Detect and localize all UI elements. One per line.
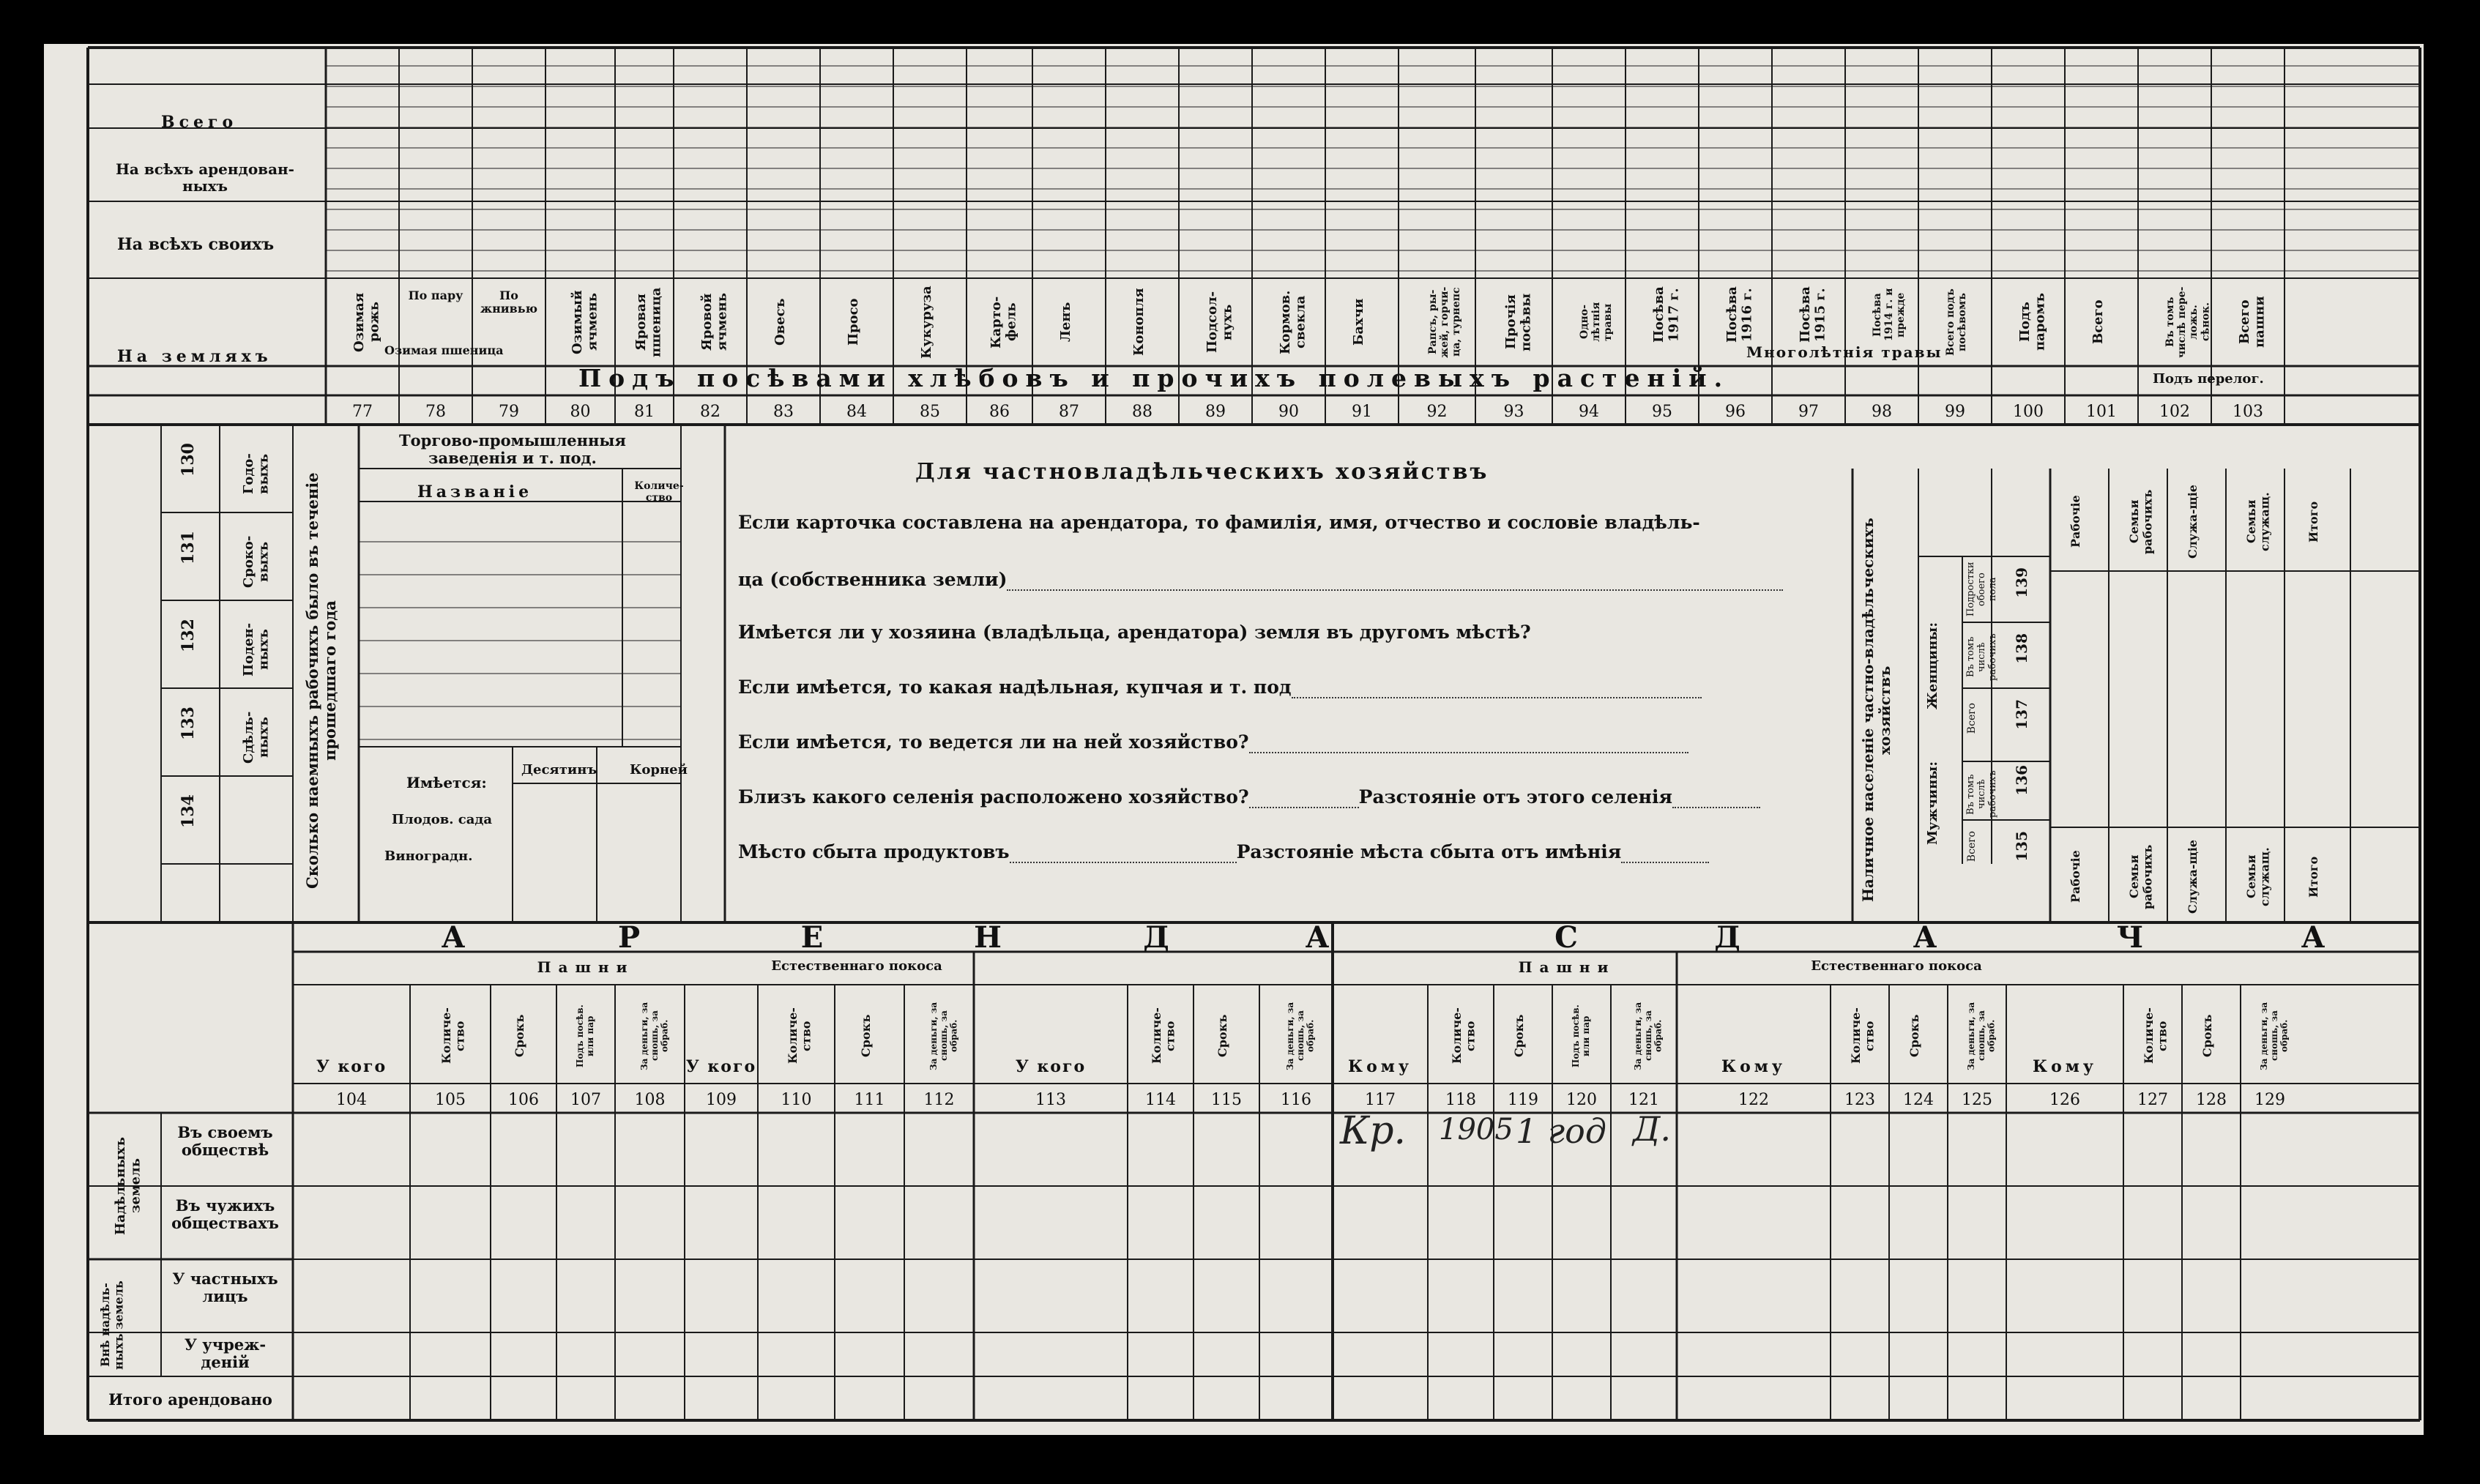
right-col-top-3: Семьи служащ.: [2244, 492, 2272, 551]
population-title: Наличное населеніе частно-владѣльческихъ хозяйствъ: [1859, 518, 1893, 903]
col-number-84: 84: [846, 403, 867, 421]
form-line-market: Мѣсто сбыта продуктовъ Разстояніе мѣста сбыта отъ имѣнія: [738, 842, 1709, 863]
form-line-village: Близъ какого селенія расположено хозяйство? Разстояніе отъ этого селенія: [738, 787, 1760, 808]
col-number-91: 91: [1352, 403, 1372, 421]
worker-number-133: 133: [179, 706, 198, 740]
col-number-128: 128: [2196, 1091, 2227, 1109]
sub-header-120: Подъ посѣв. или пар: [1571, 1004, 1591, 1067]
sdacha-pashni: Пашни: [1518, 958, 1616, 976]
worker-number-134: 134: [179, 794, 198, 828]
worker-type-2: Поден-ныхъ: [241, 622, 272, 677]
col-header-77: Озимая рожь: [351, 292, 382, 352]
sub-header-112: За деньги, за сношь, за обраб.: [928, 1002, 959, 1070]
right-col-top-2: Служа-щіе: [2186, 485, 2200, 559]
form-line-other-land: Имѣется ли у хозяина (владѣльца, арендатора) земля въ другомъ мѣстѣ?: [738, 622, 1531, 643]
pop-number-139: 139: [2013, 567, 2030, 598]
col-number-95: 95: [1652, 403, 1672, 421]
col-number-83: 83: [773, 403, 794, 421]
sub-header-128: Срокъ: [2200, 1014, 2214, 1058]
col-number-107: 107: [570, 1091, 601, 1109]
col-number-115: 115: [1211, 1091, 1242, 1109]
sub-header-114: Количе-ство: [1150, 1007, 1177, 1064]
col-header-81: Яровая пшеница: [633, 287, 664, 357]
sub-header-129: За деньги, за сношь, за обраб.: [2259, 1002, 2290, 1070]
arenda-letter-2: Е: [800, 920, 825, 955]
arenda-letter-0: А: [441, 920, 467, 955]
sub-header-109: У кого: [685, 1057, 757, 1076]
col-number-117: 117: [1365, 1091, 1396, 1109]
arenda-pashni: Пашни: [537, 958, 635, 976]
col-header-82: Яровой ячмень: [699, 293, 730, 351]
worker-type-3: Сдѣль-ныхъ: [241, 711, 272, 764]
col-number-123: 123: [1844, 1091, 1875, 1109]
row-label-1: Въ чужихъ обществахъ: [171, 1196, 279, 1233]
col-number-82: 82: [700, 403, 720, 421]
col-header-88: Конопля: [1131, 288, 1147, 357]
row-label-3: У учреж-деній: [184, 1335, 267, 1372]
arenda-letter-3: Н: [974, 920, 1003, 955]
col-number-92: 92: [1426, 403, 1448, 421]
col-number-77: 77: [352, 403, 373, 421]
korney-header: Корней: [630, 762, 688, 778]
pop-women-label: Женщины:: [1925, 622, 1940, 709]
sub-header-124: Срокъ: [1907, 1014, 1921, 1058]
col-header-97: Посѣва 1915 г.: [1798, 286, 1828, 343]
sdacha-letter-3: Ч: [2116, 920, 2145, 955]
sdacha-letter-2: А: [1913, 920, 1939, 955]
sub-header-110: Количе-ство: [785, 1007, 813, 1064]
col-header-89: Подсол-нухъ: [1204, 291, 1235, 354]
col-number-94: 94: [1579, 403, 1599, 421]
col-number-79: 79: [499, 403, 519, 421]
form-title: Для частновладѣльческихъ хозяйствъ: [915, 459, 1489, 485]
col-number-106: 106: [508, 1091, 539, 1109]
sub-header-125: За деньги, за сношь, за обраб.: [1966, 1002, 1997, 1070]
pop-men-label: Мужчины:: [1925, 761, 1940, 846]
sub-header-106: Срокъ: [513, 1014, 526, 1058]
col-number-86: 86: [989, 403, 1010, 421]
census-form-sheet: [44, 44, 2424, 1435]
col-number-127: 127: [2137, 1091, 2168, 1109]
right-col-top-0: Рабочіе: [2068, 495, 2082, 548]
col-number-98: 98: [1872, 403, 1892, 421]
col-number-129: 129: [2254, 1091, 2285, 1109]
col-number-101: 101: [2086, 403, 2117, 421]
sub-header-119: Срокъ: [1512, 1014, 1526, 1058]
pop-vsego-men: Всего: [1966, 831, 1978, 862]
arenda-pokos: Естественнаго покоса: [771, 958, 942, 974]
group-ozimaya-pshenica: Озимая пшеница: [384, 343, 504, 357]
sub-header-107: Подъ посѣв. или пар: [575, 1004, 595, 1067]
col-header-87: Ленъ: [1058, 302, 1073, 343]
orchard-label: Плодов. сада: [392, 812, 493, 827]
col-number-81: 81: [634, 403, 655, 421]
col-number-121: 121: [1628, 1091, 1659, 1109]
pop-teens: Подростки обоего пола: [1965, 562, 1998, 617]
col-header-95: Посѣва 1917 г.: [1651, 286, 1682, 343]
sub-header-105: Количе-ство: [439, 1007, 467, 1064]
col-number-110: 110: [781, 1091, 812, 1109]
sub-header-121: За деньги, за сношь, за обраб.: [1633, 1002, 1664, 1070]
col-number-99: 99: [1945, 403, 1965, 421]
right-col-bottom-4: Итого: [2306, 856, 2320, 898]
sub-header-122: Кому: [1721, 1057, 1786, 1076]
col-header-100: Подъ паромъ: [2017, 293, 2048, 351]
row-label-arendovannyh: На всѣхъ арендован-ныхъ: [116, 160, 294, 195]
form-line-owner: Если карточка составлена на арендатора, то фамилія, имя, отчество и сословіе владѣль-: [738, 512, 1700, 533]
pop-number-135: 135: [2013, 831, 2030, 862]
handwritten-srok: 1 год: [1516, 1111, 1606, 1151]
col-header-86: Карто-фель: [988, 296, 1019, 348]
handwritten-komu: Кр.: [1340, 1109, 1407, 1153]
col-header-101: Всего: [2090, 299, 2106, 345]
row-label-4: Итого арендовано: [108, 1390, 272, 1409]
arenda-letter-1: Р: [617, 920, 642, 955]
vne-nadel-group-label: Внѣ надѣль-ныхъ земель: [98, 1280, 126, 1370]
group-pod-perelog: Подъ перелог.: [2153, 371, 2264, 387]
col-number-89: 89: [1205, 403, 1226, 421]
sdacha-letter-4: А: [2301, 920, 2327, 955]
worker-number-130: 130: [179, 443, 198, 477]
col-header-96: Посѣва 1916 г.: [1724, 286, 1755, 343]
right-col-bottom-0: Рабочіе: [2068, 850, 2082, 903]
col-number-120: 120: [1566, 1091, 1597, 1109]
col-number-118: 118: [1445, 1091, 1476, 1109]
right-col-top-4: Итого: [2306, 501, 2320, 542]
col-header-83: Овесъ: [772, 298, 788, 346]
col-number-88: 88: [1132, 403, 1153, 421]
col-header-94: Одно-лѣтнія травы: [1579, 302, 1615, 343]
worker-number-132: 132: [179, 619, 198, 652]
sdacha-letter-1: Д: [1714, 920, 1742, 955]
col-number-119: 119: [1508, 1091, 1538, 1109]
trade-title: Торгово-промышленныя заведенія и т. под.: [399, 431, 626, 468]
col-header-80: Озимый ячмень: [569, 290, 600, 354]
col-number-85: 85: [920, 403, 940, 421]
arenda-letter-4: Д: [1143, 920, 1171, 955]
right-col-bottom-1: Семьи рабочихъ: [2127, 844, 2155, 909]
banner-pod-posevami: Подъ посѣвами хлѣбовъ и прочихъ полевыхъ растеній.: [578, 364, 1730, 392]
sub-header-108: За деньги, за сношь, за обраб.: [638, 1002, 670, 1070]
col-number-109: 109: [706, 1091, 737, 1109]
hired-workers-question: Сколько наемныхъ рабочихъ было въ теченіе прошедшаго года: [303, 472, 340, 890]
trade-qty-header: Количе-ство: [634, 480, 684, 504]
sub-header-104: У кого: [316, 1057, 387, 1076]
col-number-111: 111: [854, 1091, 885, 1109]
handwritten-kolichestvo: 1905: [1439, 1113, 1513, 1146]
arenda-letter-5: А: [1305, 920, 1331, 955]
nadel-group-label: Надѣльныхъ земель: [113, 1137, 144, 1235]
col-header-102: Въ томъ числѣ пере-ложь. сѣнок.: [2164, 286, 2212, 358]
col-number-97: 97: [1798, 403, 1819, 421]
col-header-85: Кукуруза: [919, 286, 934, 359]
row-label-svoih: На всѣхъ своихъ: [117, 235, 275, 254]
sub-header-116: За деньги, за сношь, за обраб.: [1285, 1002, 1316, 1070]
row-label-vsego: Всего: [161, 113, 238, 132]
col-header-99: Всего подъ посѣвомъ: [1945, 288, 1969, 356]
right-col-bottom-2: Служа-щіе: [2186, 840, 2200, 914]
vineyard-label: Виноградн.: [384, 849, 473, 864]
col-number-100: 100: [2013, 403, 2044, 421]
col-header-79: По жнивью: [480, 288, 538, 316]
sub-header-126: Кому: [2033, 1057, 2097, 1076]
col-number-114: 114: [1145, 1091, 1176, 1109]
handwritten-extra: Д.: [1633, 1109, 1672, 1149]
col-number-87: 87: [1059, 403, 1079, 421]
sdacha-pokos: Естественнаго покоса: [1811, 958, 1982, 974]
row-label-na-zemlyah: На земляхъ: [117, 347, 272, 366]
form-line-farm-active: Если имѣется, то ведется ли на ней хозяйство?: [738, 732, 1688, 753]
col-number-122: 122: [1738, 1091, 1769, 1109]
pop-number-137: 137: [2013, 699, 2030, 730]
col-header-103: Всего пашни: [2237, 296, 2268, 348]
col-header-92: Рапсъ, ры-жей, горчи-ца, турнепс: [1426, 286, 1462, 358]
sub-header-113: У кого: [1015, 1057, 1087, 1076]
col-header-90: Кормов. свекла: [1278, 290, 1308, 354]
col-number-103: 103: [2233, 403, 2263, 421]
col-number-116: 116: [1281, 1091, 1311, 1109]
col-number-126: 126: [2049, 1091, 2080, 1109]
pop-workers-women: Въ томъ числѣ рабочихъ: [1965, 633, 1998, 681]
pop-workers-men: Въ томъ числѣ рабочихъ: [1965, 770, 1998, 819]
worker-type-1: Сроко-выхъ: [241, 535, 272, 589]
col-number-104: 104: [336, 1091, 367, 1109]
col-header-78: По пару: [408, 288, 463, 302]
col-number-96: 96: [1725, 403, 1746, 421]
sub-header-111: Срокъ: [858, 1014, 873, 1058]
form-line-owner-cont: ца (собственника земли): [738, 570, 1783, 591]
desyatin-header: Десятинъ: [521, 762, 597, 778]
col-number-78: 78: [425, 403, 446, 421]
col-number-90: 90: [1278, 403, 1299, 421]
col-number-113: 113: [1035, 1091, 1066, 1109]
imeetsya-label: Имѣется:: [406, 774, 487, 791]
col-header-98: Посѣва 1914 г. и прежде: [1872, 288, 1907, 342]
col-number-112: 112: [923, 1091, 955, 1109]
col-number-93: 93: [1503, 403, 1524, 421]
worker-number-131: 131: [179, 531, 198, 564]
col-number-80: 80: [570, 403, 591, 421]
group-mnogoletnie-travy: Многолѣтнія травы: [1746, 343, 1943, 361]
row-label-0: Въ своемъ обществѣ: [177, 1123, 273, 1160]
form-line-land-type: Если имѣется, то какая надѣльная, купчая и т. под: [738, 677, 1702, 698]
col-number-124: 124: [1903, 1091, 1934, 1109]
sub-header-115: Срокъ: [1215, 1014, 1229, 1058]
row-label-2: У частныхъ лицъ: [172, 1269, 278, 1306]
sub-header-127: Количе-ство: [2142, 1007, 2170, 1064]
col-number-108: 108: [634, 1091, 666, 1109]
right-col-bottom-3: Семьи служащ.: [2244, 847, 2272, 906]
sdacha-letter-0: С: [1554, 920, 1579, 955]
sub-header-123: Количе-ство: [1849, 1007, 1877, 1064]
col-header-84: Просо: [846, 298, 861, 346]
col-header-93: Прочія посѣвы: [1502, 293, 1534, 351]
pop-vsego-women: Всего: [1966, 703, 1978, 734]
sub-header-118: Количе-ство: [1450, 1007, 1478, 1064]
col-number-125: 125: [1962, 1091, 1992, 1109]
col-number-102: 102: [2159, 403, 2190, 421]
worker-type-0: Годо-выхъ: [241, 453, 272, 495]
trade-name-header: Названіе: [417, 482, 533, 501]
pop-number-136: 136: [2013, 765, 2030, 796]
pop-number-138: 138: [2013, 633, 2030, 664]
col-number-105: 105: [435, 1091, 466, 1109]
right-col-top-1: Семьи рабочихъ: [2127, 489, 2155, 554]
col-header-91: Бахчи: [1351, 298, 1366, 346]
sub-header-117: Кому: [1348, 1057, 1412, 1076]
